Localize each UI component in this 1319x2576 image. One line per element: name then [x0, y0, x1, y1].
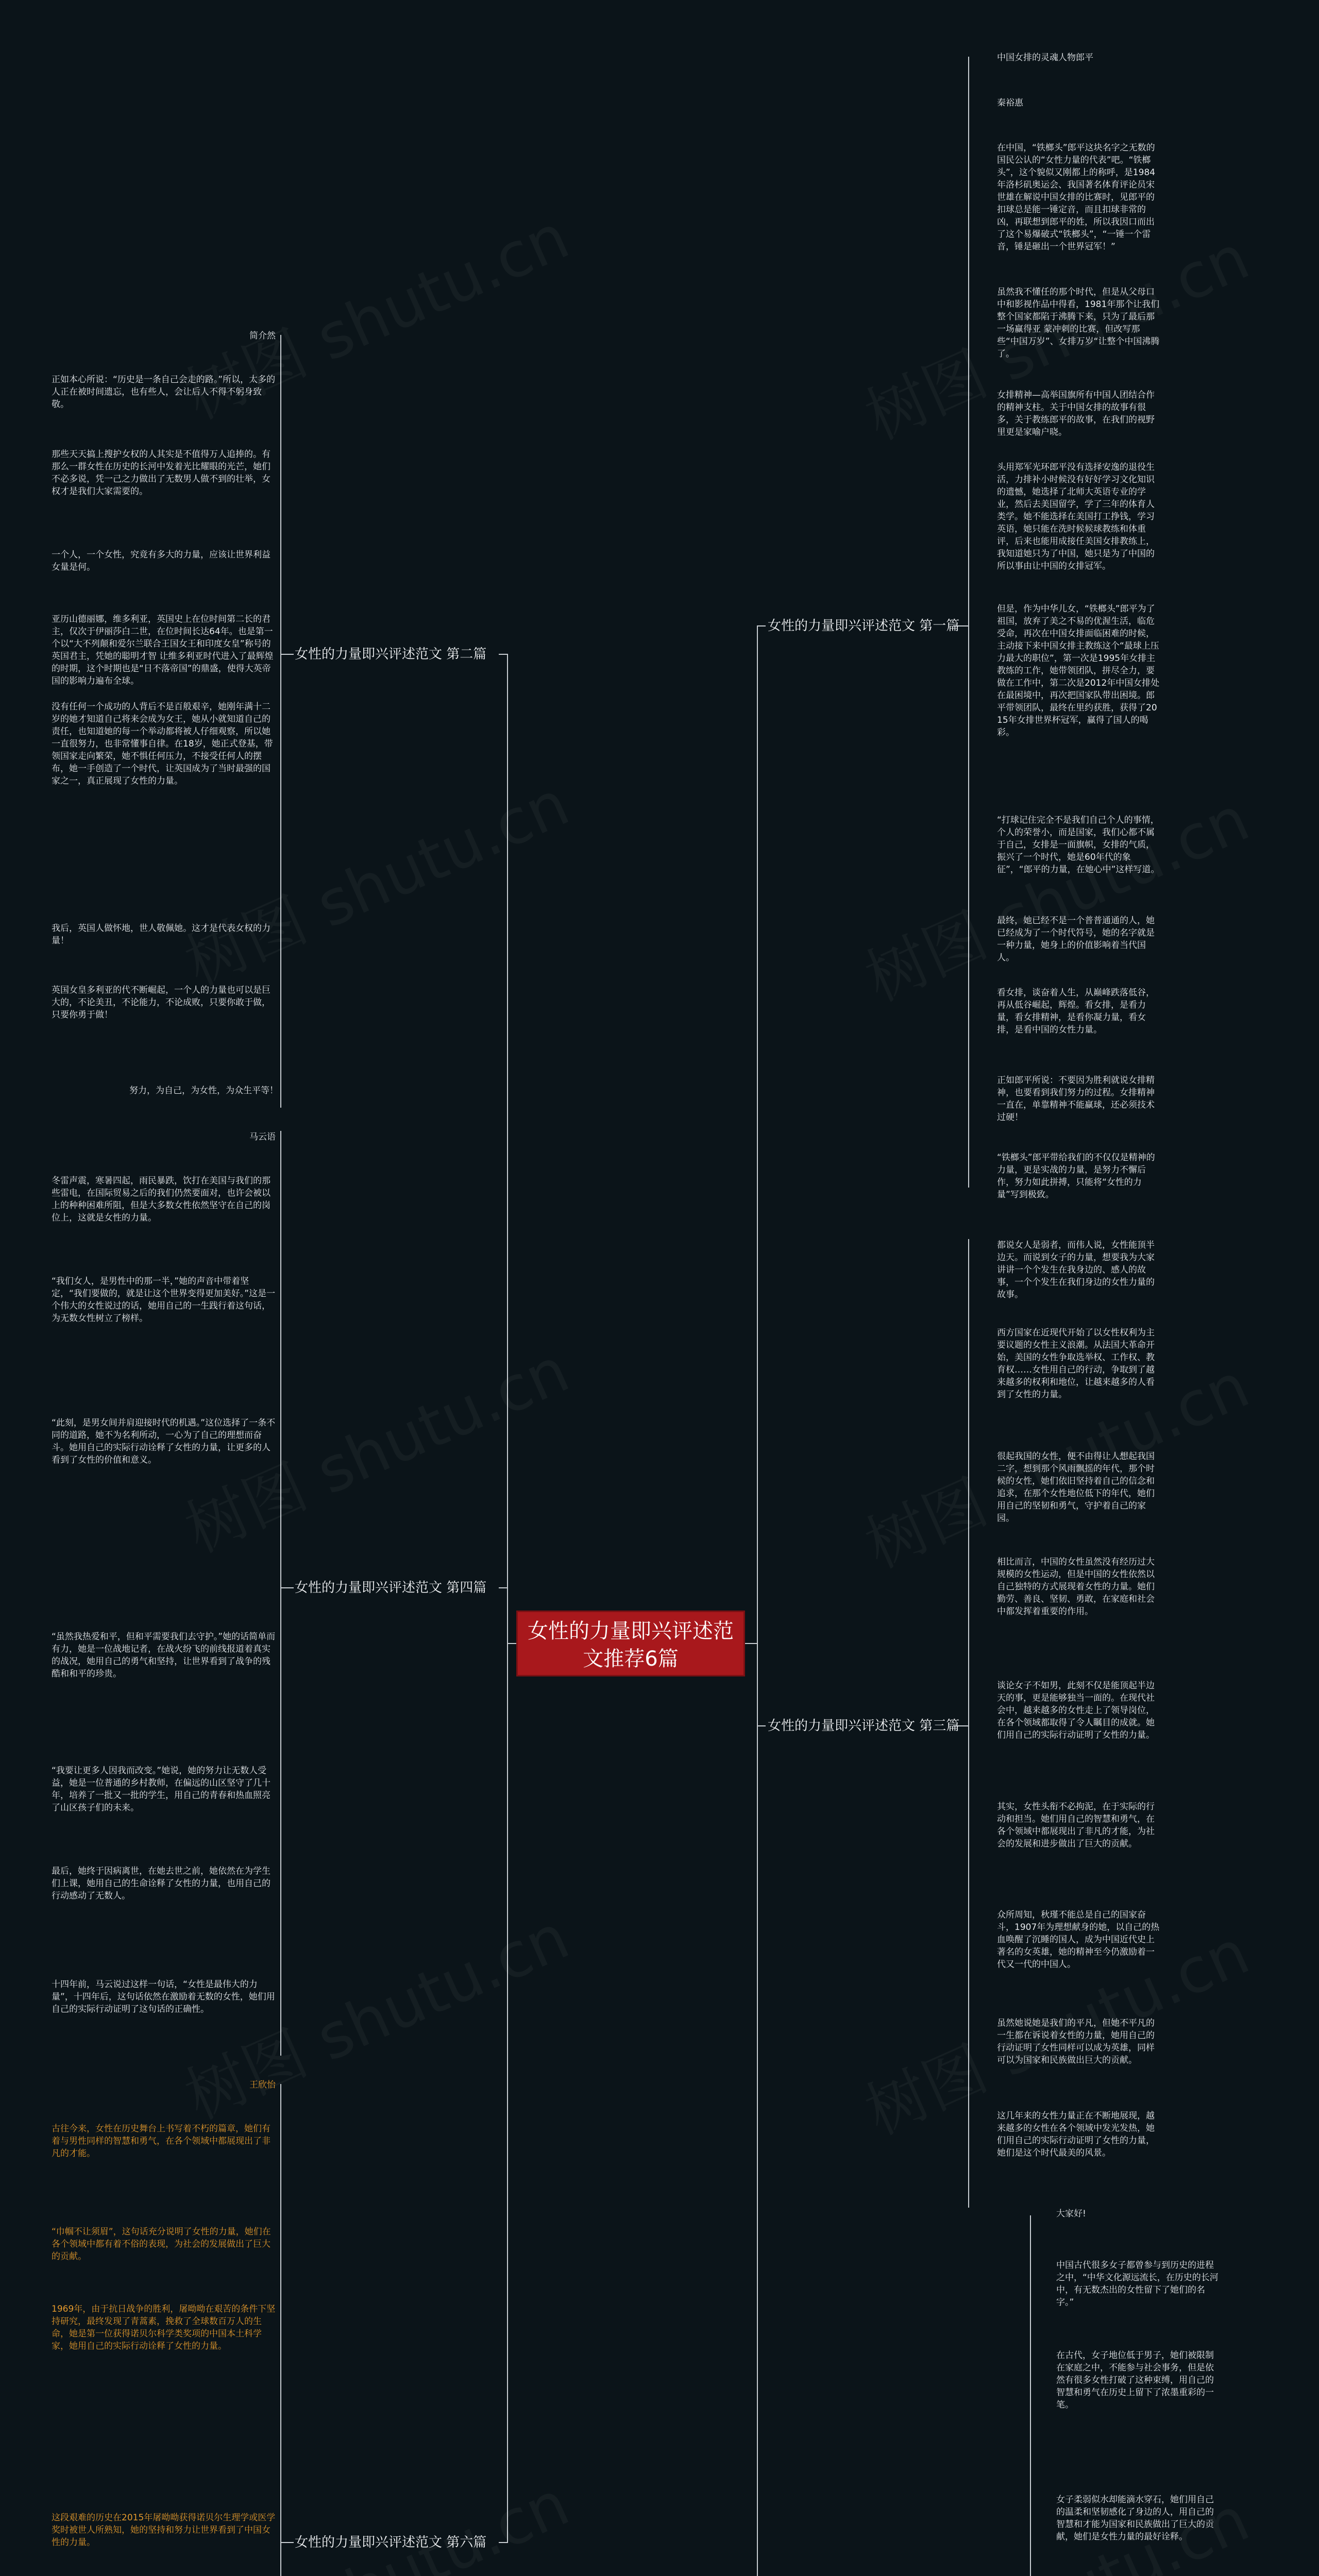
b1-leaf-1: 中国女排的灵魂人物郎平: [997, 53, 1093, 63]
root-topic[interactable]: 女性的力量即兴评述范文推荐6篇: [516, 1611, 745, 1676]
b1-leaf-6: 头用郑军光环郎平没有选择安逸的退役生活，力排补小时候没有好好学习文化知识的遗憾，她选择了北师大英语专业的学业，然后去美国留学，学了三年的体育人类学。她不能选择在美国打工挣钱，学习英语，她只能在洗时候候球教练和体重评，后来也能用成接任美国女排教练上，我知道她只为了中国，她只是为了中国的所以事由让中国的女排冠军。: [997, 462, 1155, 571]
b1-leaf-9: 最终，她已经不是一个普普通通的人，她已经成为了一个时代符号，她的名字就是一种力量，她身上的价值影响着当代国人。: [997, 916, 1155, 963]
b1-leaf-5: 女排精神—高举国旗所有中国人团结合作的精神支柱。关于中国女排的故事有很多，关于教练郎平的故事，在我们的视野里更是家喻户晓。: [997, 390, 1155, 437]
connector-root-b4: [499, 1588, 516, 1643]
b4-leaf-3: “我们女人，是男性中的那一半，”她的声音中带着坚定，“我们要做的，就是让这个世界变得更加美好。”这是一个伟大的女性说过的话，她用自己的一生践行着这句话，为无数女性树立了榜样。: [52, 1276, 276, 1324]
connector-root-b5: [745, 1643, 766, 2576]
branch-6-label[interactable]: 女性的力量即兴评述范文 第六篇: [295, 2535, 487, 2550]
b2-leaf-8: 英国女皇多利亚的代不断崛起，一个人的力量也可以是巨大的，不论美丑，不论能力，不论成败，只要你敢于做，只要你勇于做！: [52, 985, 270, 1020]
b1-leaf-3: 在中国，“铁榔头”郎平这块名字之无数的国民公认的“女性力量的代表”吧。“铁榔头”，这个貌似又刚都上的称呼，是1984年洛杉矶奥运会、我国著名体育评论员宋世雄在解说中国女排的比赛时，见郎平的扣球总是能一锤定音，而且扣球非常的凶，再联想到郎平的姓，所以我因口而出了这个易爆破式“铁榔头”，“一锤一个雷音，锤是砸出一个世界冠军！”: [997, 143, 1156, 252]
b6-leaf-2: 古往今来，女性在历史舞台上书写着不朽的篇章，她们有着与男性同样的智慧和勇气，在各个领域中都展现出了非凡的才能。: [52, 2124, 270, 2159]
connector-root-b1: [745, 626, 766, 1643]
b5-leaf-2: 中国古代很多女子都曾参与到历史的进程之中，“中华文化源远流长，在历史的长河中，有无数杰出的女性留下了她们的名字。”: [1056, 2260, 1219, 2308]
b4-leaf-6: “我要让更多人因我而改变。”她说，她的努力让无数人受益，她是一位普通的乡村教师，在偏远的山区坚守了几十年，培养了一批又一批的学生，用自己的青春和热血照亮了山区孩子们的未来。: [52, 1766, 270, 1813]
branch-4-label[interactable]: 女性的力量即兴评述范文 第四篇: [295, 1580, 487, 1596]
b3-leaf-2: 西方国家在近现代开始了以女性权利为主要议题的女性主义浪潮。从法国大革命开始，美国的女性争取选举权、工作权、教育权……女性用自己的行动，争取到了越来越多的权利和地位，让越来越多的人看到了女性的力量。: [997, 1328, 1155, 1400]
b2-leaf-4: 一个人，一个女性，究竟有多大的力量，应该让世界利益女量是何。: [52, 550, 270, 572]
b5-leaf-4: 女子柔弱似水却能滴水穿石，她们用自己的温柔和坚韧感化了身边的人，用自己的智慧和才能为国家和民族做出了巨大的贡献，她们是女性力量的最好诠释。: [1056, 2495, 1214, 2542]
b4-leaf-8: 十四年前，马云说过这样一句话，“女性是最伟大的力量”，十四年后，这句话依然在激励着无数的女性，她们用自己的实际行动证明了这句话的正确性。: [52, 1979, 275, 2014]
b3-leaf-3: 很起我国的女性，便不由得让人想起我国二字，想到那个风雨飘摇的年代，那个时候的女性，她们依旧坚持着自己的信念和追求，在那个女性地位低下的年代，她们用自己的坚韧和勇气，守护着自己的家园。: [997, 1451, 1155, 1523]
b3-leaf-8: 虽然她说她是我们的平凡，但她不平凡的一生都在诉说着女性的力量，她用自己的行动证明了女性同样可以成为英雄，同样可以为国家和民族做出巨大的贡献。: [997, 2018, 1155, 2065]
b2-leaf-6: 没有任何一个成功的人背后不是百般艰辛，她刚年满十二岁的她才知道自己将来会成为女王，她从小就知道自己的责任，也知道她的每一个举动都将被人仔细观察，所以她一直很努力，也非常懂事自律。在18岁，她正式登基，带领国家走向繁荣，她不惧任何压力，不接受任何人的摆布，她一手创造了一个时代，让英国成为了当时最强的国家之一，真正展现了女性的力量。: [52, 702, 273, 786]
branch-1-label[interactable]: 女性的力量即兴评述范文 第一篇: [768, 618, 960, 634]
b6-leaf-5: 这段艰难的历史在2015年屠呦呦获得诺贝尔生理学或医学奖时被世人所熟知，她的坚持和努力让世界看到了中国女性的力量。: [52, 2513, 276, 2548]
b2-leaf-3: 那些天天搞上搜护女权的人其实是不值得万人追捧的。有那么一群女性在历史的长河中发着光比耀眼的光芒，她们不必多说，凭一己之力做出了无数男人做不到的壮举，女权才是我们大家需要的。: [52, 449, 270, 497]
b3-leaf-7: 众所周知，秋瑾不能总是自己的国家奋斗，1907年为理想献身的她，以自己的热血唤醒了沉睡的国人，成为中国近代史上著名的女英雄，她的精神至今仍激励着一代又一代的中国人。: [997, 1910, 1160, 1970]
b2-leaf-9: 努力，为自己，为女性，为众生平等！: [129, 1086, 278, 1096]
b1-leaf-2: 秦裕惠: [997, 98, 1023, 108]
b3-leaf-6: 其实，女性头衔不必拘泥，在于实际的行动和担当。她们用自己的智慧和勇气，在各个领域中都展现出了非凡的才能，为社会的发展和进步做出了巨大的贡献。: [997, 1802, 1155, 1849]
b2-leaf-2: 正如本心所说：“历史是一条自己会走的路。”所以，太多的人正在被时间遗忘，也有些人，会让后人不得不躬身致敬。: [52, 375, 276, 410]
b6-leaf-1: 王欣怡: [249, 2080, 276, 2090]
b1-leaf-4: 虽然我不懂任的那个时代，但是从父母口中和影视作品中得看，1981年那个让我们整个国家都陷于沸腾下来，只为了最后那一场赢得亚 蒙冲刺的比赛，但改写那些“中国万岁”、女排万岁“让整个中国沸腾了。: [997, 287, 1160, 359]
b1-leaf-11: 正如郎平所说：不要因为胜利就说女排精神，也要看到我们努力的过程。女排精神一直在，单靠精神不能赢球，还必须技术过硬！: [997, 1075, 1155, 1123]
b4-leaf-7: 最后，她终于因病离世，在她去世之前，她依然在为学生们上课，她用自己的生命诠释了女性的力量，也用自己的行动感动了无数人。: [52, 1866, 270, 1901]
connector-root-b6: [499, 1643, 516, 2543]
b3-leaf-5: 谈论女子不如男，此刻不仅是能顶起半边天的事，更是能够独当一面的。在现代社会中，越来越多的女性走上了领导岗位，在各个领域都取得了令人瞩目的成就。她们用自己的实际行动证明了女性的力量。: [997, 1681, 1155, 1740]
b4-leaf-2: 冬雷声震，寒暑四起，雨民暴跌，饮打在美国与我们的那些雷电，在国际贸易之后的我们仍然要面对，也许会被以上的种种困难所阻，但是大多数女性依然坚守在自己的岗位上，这就是女性的力量。: [52, 1176, 270, 1223]
connector-root-b3: [745, 1643, 766, 1726]
b4-leaf-5: “虽然我热爱和平，但和平需要我们去守护。”她的话简单而有力，她是一位战地记者，在战火纷飞的前线报道着真实的战况，她用自己的勇气和坚持，让世界看到了战争的残酷和和平的珍贵。: [52, 1632, 276, 1679]
b5-leaf-1: 大家好!: [1056, 2209, 1086, 2219]
branch-2-label[interactable]: 女性的力量即兴评述范文 第二篇: [295, 647, 487, 662]
b6-leaf-4: 1969年，由于抗日战争的胜利，屠呦呦在艰苦的条件下坚持研究，最终发现了青蒿素，挽救了全球数百万人的生命，她是第一位获得诺贝尔科学类奖项的中国本土科学家，她用自己的实际行动诠释了女性的力量。: [52, 2304, 276, 2351]
b1-leaf-8: “打球记住完全不是我们自己个人的事情，个人的荣誉小，而是国家，我们心都不属于自己，女排是一面旗帜，女排的气质，振兴了一个时代，她是60年代的象征”，“郎平的力量，在她心中”这样写道。: [997, 815, 1160, 875]
b2-leaf-5: 亚历山德丽娜，维多利亚，英国史上在位时间第二长的君主，仅次于伊丽莎白二世，在位时间长达64年。也是第一个以“大不列颠和爱尔兰联合王国女王和印度女皇”称号的英国君主，凭她的聪明才智 让维多利亚时代进入了最辉煌的时期，这个时期也是“日不落帝国”的鼎盛，使得大英帝国的影响力遍布全球。: [52, 614, 274, 686]
b4-leaf-1: 马云语: [249, 1132, 276, 1142]
b2-leaf-7: 我后，英国人做怀地，世人敬佩她。这才是代表女权的力量！: [52, 923, 270, 946]
b5-leaf-3: 在古代，女子地位低于男子，她们被限制在家庭之中，不能参与社会事务，但是依然有很多女性打破了这种束缚，用自己的智慧和勇气在历史上留下了浓墨重彩的一笔。: [1056, 2350, 1214, 2410]
b4-leaf-4: “此刻，是男女间并肩迎接时代的机遇。”这位选择了一条不同的道路，她不为名利所动，一心为了自己的理想而奋斗。她用自己的实际行动诠释了女性的力量，让更多的人看到了女性的价值和意义。: [52, 1418, 276, 1465]
b3-leaf-9: 这几年来的女性力量正在不断地展现，越来越多的女性在各个领域中发光发热，她们用自己的实际行动证明了女性的力量，她们是这个时代最美的风景。: [997, 2111, 1155, 2158]
b6-leaf-3: “巾帼不让须眉”，这句话充分说明了女性的力量，她们在各个领域中都有着不俗的表现，为社会的发展做出了巨大的贡献。: [52, 2227, 271, 2262]
connector-root-b2: [499, 654, 516, 1643]
b1-leaf-12: “铁榔头”郎平带给我们的不仅仅是精神的力量，更是实战的力量，是努力不懈后作，努力如此拼搏，只能将“女性的力量”写到极致。: [997, 1153, 1155, 1200]
b3-leaf-1: 都说女人是弱者，而伟人说，女性能顶半边天。而说到女子的力量，想要我为大家讲讲一个个发生在我身边的、感人的故事，一个个发生在我们身边的女性力量的故事。: [997, 1240, 1155, 1300]
b3-leaf-4: 相比而言，中国的女性虽然没有经历过大规模的女性运动，但是中国的女性依然以自己独特的方式展现着女性的力量。她们勤劳、善良、坚韧、勇敢，在家庭和社会中都发挥着重要的作用。: [997, 1557, 1155, 1617]
b2-leaf-1: 简介然: [249, 331, 276, 341]
b1-leaf-7: 但是，作为中华儿女，“铁榔头”郎平为了祖国，放弃了美之不易的优渥生活，临危受命，再次在中国女排面临困难的时候，主动接下来中国女排主教练这个“最球上压力最大的职位”，第一次是1995年女排主教练的工作，她带领团队，拼尽全力，要做在工作中，第二次是2012年中国女排处在最困境中，再次把国家队带出困境。郎平带领团队，最终在里约获胜，获得了2015年女排世界杯冠军，赢得了国人的喝彩。: [997, 604, 1160, 738]
branch-3-label[interactable]: 女性的力量即兴评述范文 第三篇: [768, 1718, 960, 1734]
b1-leaf-10: 看女排，谈奋着人生，从巅峰跌落低谷，再从低谷崛起，辉煌。看女排，是看力量，看女排精神，是看你凝力量，看女排，是看中国的女性力量。: [997, 988, 1155, 1035]
